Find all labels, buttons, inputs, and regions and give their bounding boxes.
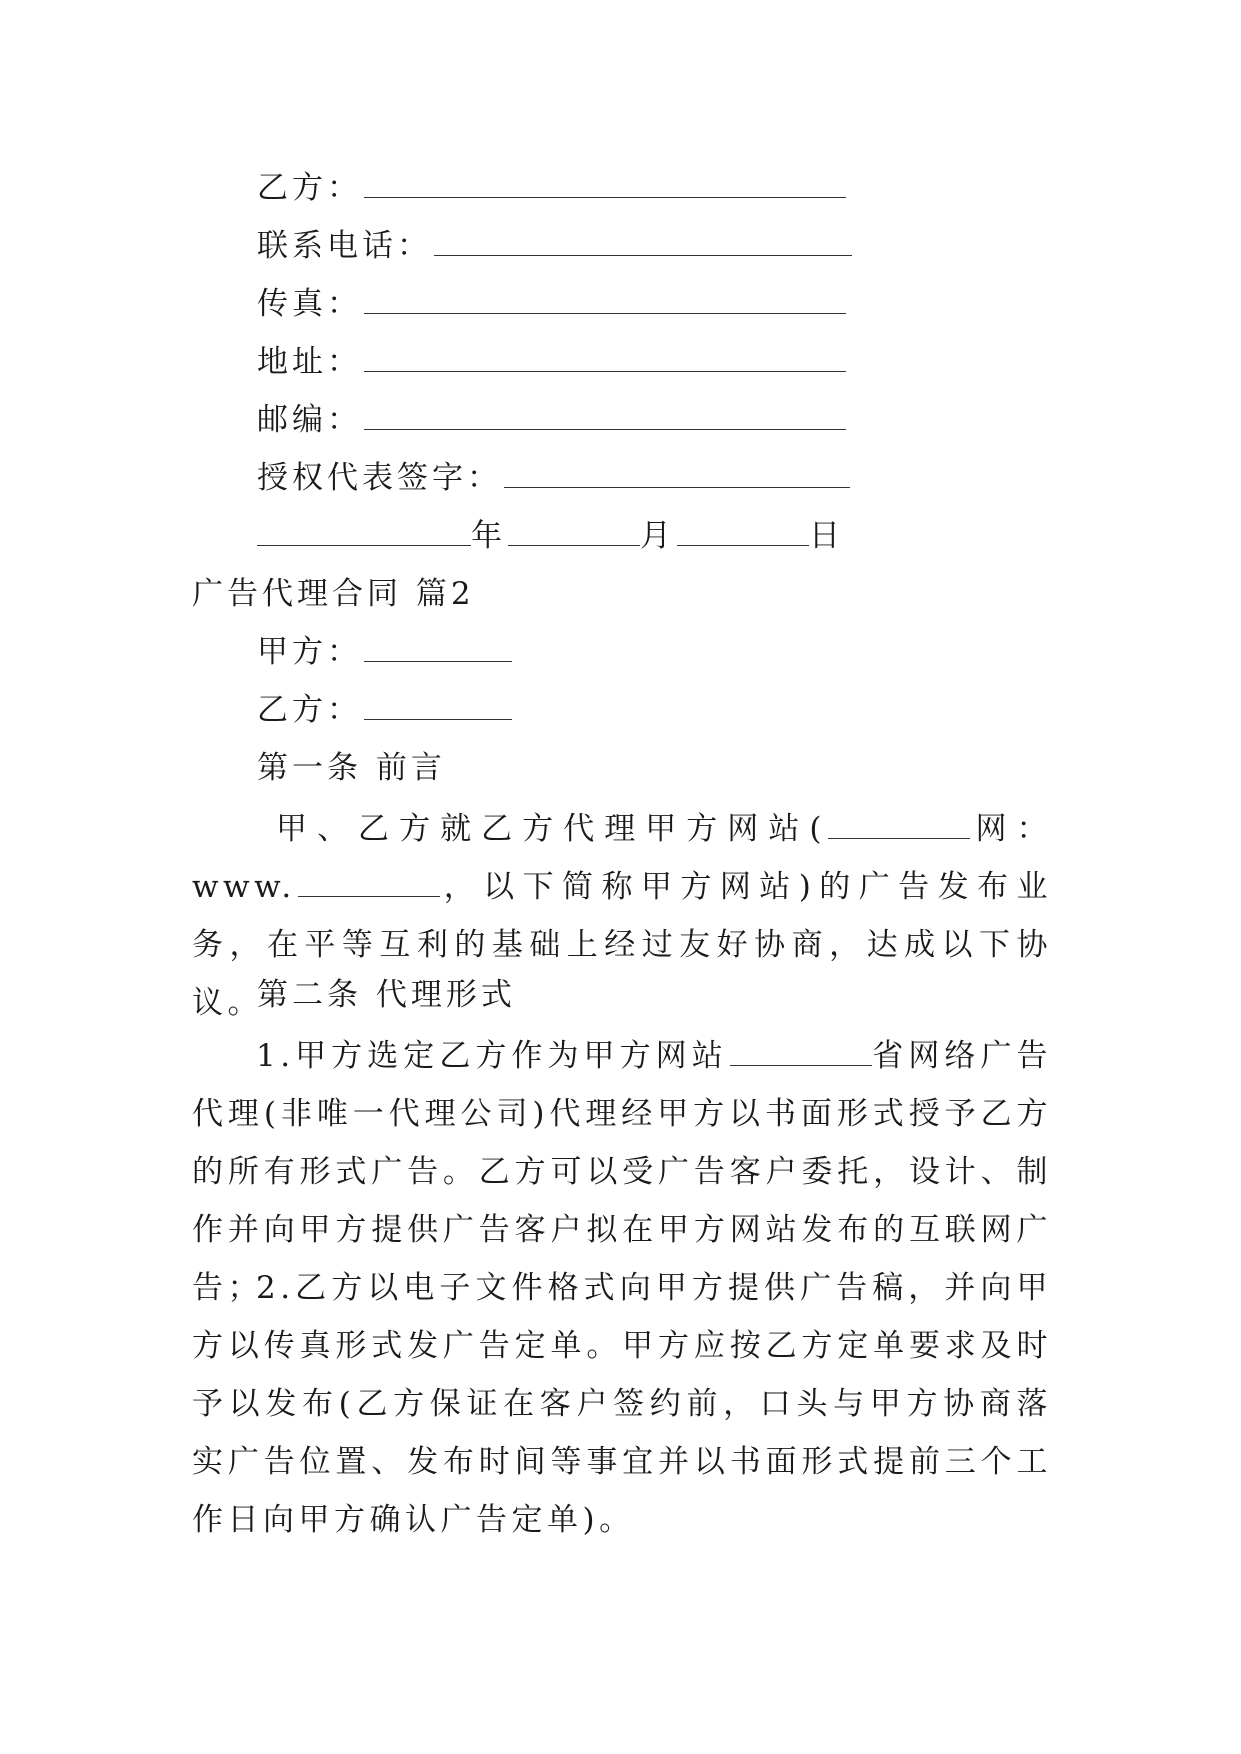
clause1-text-b: 省网络广告代理(非唯一代理公司)代理经甲方以书面形式授予乙方的所有形式广告。乙方可以受广告客户委托，设计、制作并向甲方提供广告客户拟在甲方网站发布的互联网广告； bbox=[192, 1038, 1053, 1306]
section-title: 广告代理合同 篇2 bbox=[192, 576, 475, 612]
address-label: 地址： bbox=[257, 344, 362, 380]
phone-blank bbox=[434, 233, 852, 256]
site-url-blank bbox=[298, 874, 440, 897]
postcode-line bbox=[257, 400, 846, 440]
party-a-blank bbox=[364, 639, 512, 662]
clause2-paragraph: 2.乙方以电子文件格式向甲方提供广告稿，并向甲方以传真形式发广告定单。甲方应按乙方定单要求及时予以发布(乙方保证在客户签约前，口头与甲方协商落实广告位置、发布时间等事宜并以书面形式提前三个工作日向甲方确认广告定单)。 bbox=[192, 1270, 1052, 1538]
signature-label: 授权代表签字： bbox=[257, 460, 502, 496]
month-label: 月 bbox=[640, 518, 675, 554]
party-a-line bbox=[257, 632, 512, 672]
day-blank bbox=[677, 523, 809, 546]
year-blank bbox=[257, 523, 471, 546]
party-a-label: 甲方： bbox=[257, 634, 362, 670]
postcode-label: 邮编： bbox=[257, 402, 362, 438]
party-b-label: 乙方： bbox=[257, 692, 362, 728]
province-blank bbox=[730, 1043, 872, 1066]
month-blank bbox=[508, 523, 640, 546]
postcode-blank bbox=[364, 407, 846, 430]
party-b-name-blank bbox=[364, 175, 846, 198]
phone-line bbox=[257, 226, 852, 266]
party-b-name-label: 乙方： bbox=[257, 170, 362, 206]
fax-label: 传真： bbox=[257, 286, 362, 322]
article1-text-c: ，以下简称甲方网站)的广告发布业务，在平等互利的基础上经过友好协商，达成以下协议。 bbox=[192, 869, 1052, 1021]
article1-text-b: 网：www. bbox=[192, 811, 1053, 905]
article1-title: 第一条 前言 bbox=[257, 750, 446, 786]
party-b-line bbox=[257, 690, 512, 730]
article2-title: 第二条 代理形式 bbox=[257, 977, 516, 1013]
year-label: 年 bbox=[471, 518, 506, 554]
party-b-name-line bbox=[257, 168, 846, 208]
signature-line bbox=[257, 458, 850, 498]
date-line bbox=[257, 516, 844, 556]
fax-line bbox=[257, 284, 846, 324]
clause1-text-a: 1.甲方选定乙方作为甲方网站 bbox=[256, 1038, 728, 1074]
fax-blank bbox=[364, 291, 846, 314]
site-name-blank bbox=[828, 816, 970, 839]
party-b-blank bbox=[364, 697, 512, 720]
signature-blank bbox=[504, 465, 850, 488]
article1-text-a: 甲、乙方就乙方代理甲方网站( bbox=[276, 811, 826, 847]
address-line bbox=[257, 342, 846, 382]
day-label: 日 bbox=[809, 518, 844, 554]
address-blank bbox=[364, 349, 846, 372]
phone-label: 联系电话： bbox=[257, 228, 432, 264]
